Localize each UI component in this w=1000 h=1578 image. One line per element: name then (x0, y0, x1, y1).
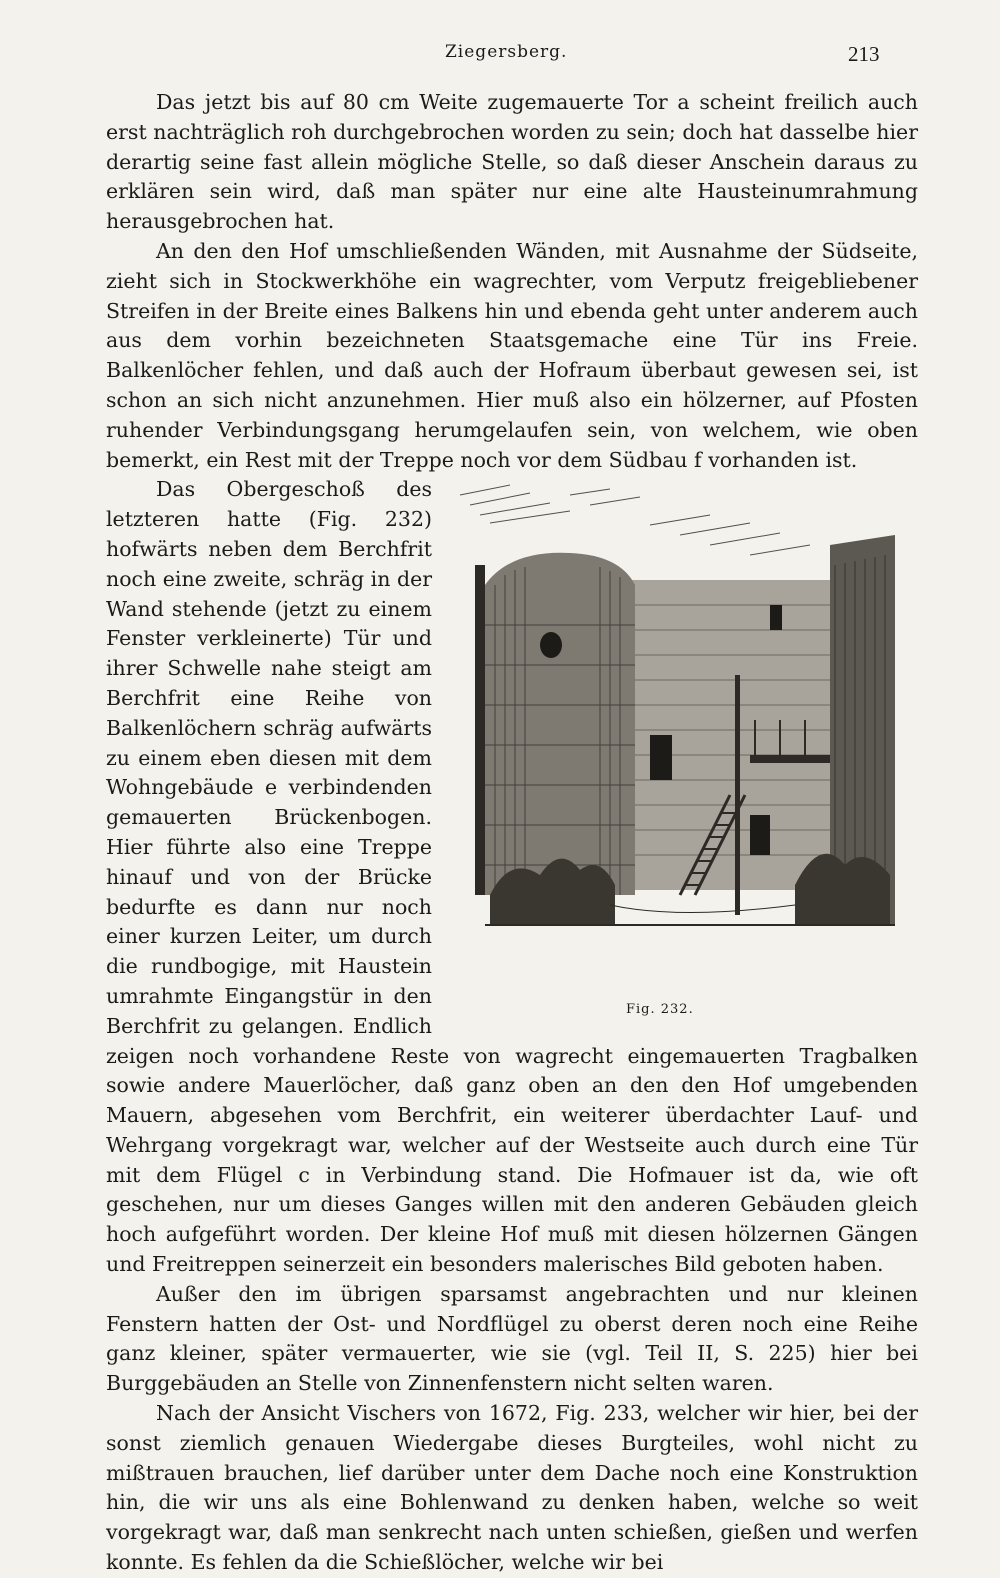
figure-232 (450, 475, 918, 1025)
paragraph-2: An den den Hof umschließenden Wänden, mit Ausnahme der Südseite, zieht sich in Stockwerkhöhe ein wagrechter, vom Verputz freigebliebener Streifen in der Breite eines Balkens hin und ebenda geht unter anderem auch aus dem vorhin bezeichneten Staatsgemache eine Tür ins Freie. Balkenlöcher fehlen, und daß auch der Hofraum überbaut gewesen sei, ist schon an sich nicht anzunehmen. Hier muß also ein hölzerner, auf Pfosten ruhender Verbindungsgang herumgelaufen sein, von welchem, wie oben bemerkt, ein Rest mit der Treppe noch vor dem Südbau f vorhanden ist. (106, 238, 918, 472)
paragraph-5: Nach der Ansicht Vischers von 1672, Fig. 233, welcher wir hier, bei der sonst ziemlich genauen Wiedergabe dieses Burgteiles, wohl nicht zu mißtrauen brauchen, lief darüber unter dem Dache noch eine Konstruktion hin, die wir uns als eine Bohlenwand zu denken haben, welche so weit vorgekragt war, daß man senkrecht nach unten schießen, gießen und werfen konnte. Es fehlen da die Schießlöcher, welche wir bei (106, 1401, 918, 1575)
figure-caption: Fig. 232. (626, 1002, 694, 1018)
paragraph-3: Das Obergeschoß des letzteren hatte (Fig. 232) hofwärts neben dem Berchfrit noch eine zweite, schräg in der Wand stehende (jetzt zu einem Fenster verkleinerte) Tür und ihrer Schwelle nahe steigt am Berchfrit eine Reihe von Balkenlöchern schräg aufwärts zu einem eben diesen mit dem Wohngebäude e verbindenden gemauerten Brückenbogen. Hier führte also eine Treppe hinauf und von der Brücke bedurfte es dann nur noch einer kurzen Leiter, um durch die rundbogige, mit Haustein umrahmte Eingangstür in den Berchfrit zu gelangen. Endlich zeigen noch vorhandene Reste von wagrecht eingemauerten Tragbalken sowie andere Mauerlöcher, daß ganz oben an den den Hof umgebenden Mauern, abgesehen vom Berchfrit, ein weiterer überdachter Lauf- und Wehrgang vorgekragt war, welcher auf der Westseite auch durch eine Tür mit dem Flügel c in Verbindung stand. Die Hofmauer ist da, wie oft geschehen, nur um dieses Ganges willen mit den anderen Gebäuden gleich hoch aufgeführt worden. Der kleine Hof muß mit diesen hölzernen Gängen und Freitreppen seinerzeit ein besonders malerisches Bild geboten haben. (106, 477, 918, 1277)
castle-courtyard-illustration (450, 475, 910, 995)
running-head (0, 40, 1000, 70)
running-title: Ziegersberg. (445, 42, 568, 62)
page-number: 213 (848, 42, 880, 66)
paragraph-1: Das jetzt bis auf 80 cm Weite zugemauerte Tor a scheint freilich auch erst nachträglich roh durchgebrochen worden zu sein; doch hat dasselbe hier derartig seine fast allein mögliche Stelle, so daß dieser Anschein daraus zu erklären sein wird, daß man später nur eine alte Hausteinumrahmung herausgebrochen hat. (106, 90, 918, 234)
paragraph-4: Außer den im übrigen sparsamst angebrachten und nur kleinen Fenstern hatten der Ost- und Nordflügel zu oberst deren noch eine Reihe ganz kleiner, später vermauerter, wie sie (vgl. Teil II, S. 225) hier bei Burggebäuden an Stelle von Zinnenfenstern nicht selten waren. (106, 1281, 918, 1396)
body-text (106, 88, 918, 1578)
